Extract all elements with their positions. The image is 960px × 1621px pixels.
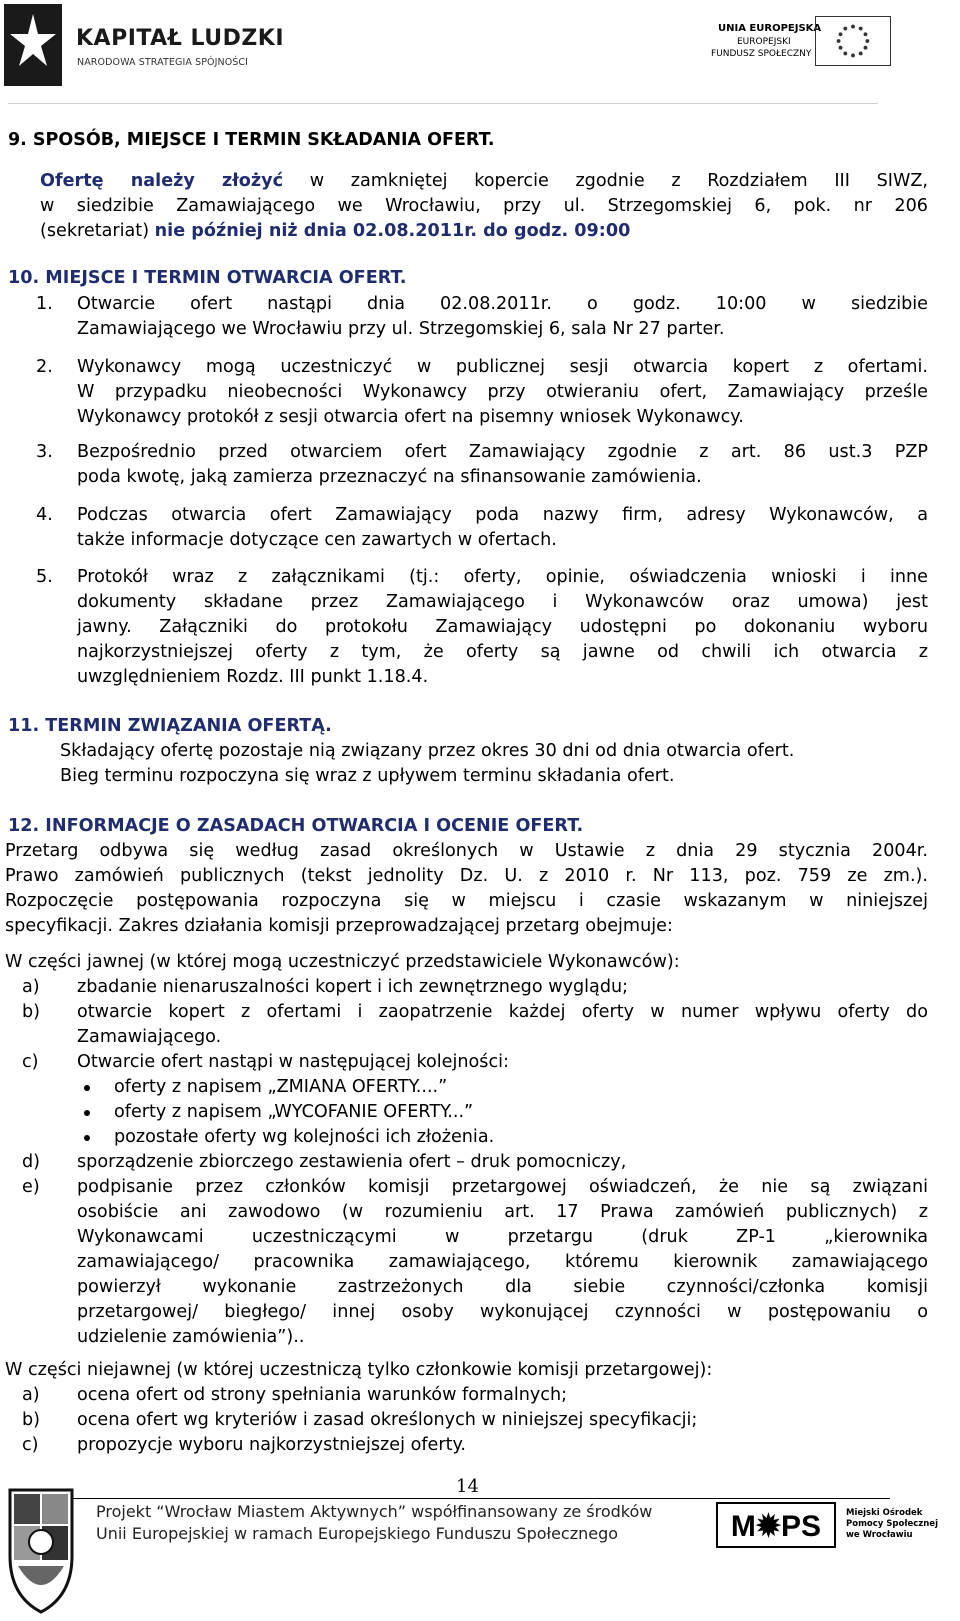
section-9-deadline: nie później niż dnia 02.08.2011r. do godz. 09:00 <box>154 221 631 241</box>
section-10-item-line: Wykonawcy protokół z sesji otwarcia ofert na pisemny wniosek Wykonawcy. <box>77 407 744 427</box>
niejawna-item-letter: c) <box>22 1435 39 1455</box>
kapital-ludzki-subtitle: NARODOWA STRATEGIA SPÓJNOŚCI <box>77 57 249 68</box>
bullet-icon <box>84 1085 90 1091</box>
section-9-heading: 9. SPOSÓB, MIEJSCE I TERMIN SKŁADANIA OFERT. <box>8 130 495 150</box>
eu-logo <box>705 16 895 68</box>
section-12-heading: 12. INFORMACJE O ZASADACH OTWARCIA I OCENIE OFERT. <box>8 816 584 836</box>
section-10-item-line: Wykonawcy mogą uczestniczyć w publicznej sesji otwarcia kopert z ofertami. <box>77 357 928 377</box>
section-9-line-1 <box>40 169 928 194</box>
section-9-line-3-start: (sekretariat) <box>40 221 155 241</box>
jawna-item-line: podpisanie przez członków komisji przetargowej oświadczeń, że nie są związani <box>77 1177 928 1197</box>
section-11-line-1: Składający ofertę pozostaje nią związany przez okres 30 dni od dnia otwarcia ofert. <box>60 741 795 761</box>
footer-divider <box>70 1498 890 1499</box>
mops-name-line-3: we Wrocławiu <box>846 1530 913 1540</box>
jawna-intro: W części jawnej (w której mogą uczestniczyć przedstawiciele Wykonawców): <box>5 952 680 972</box>
svg-text:M✹PS: M✹PS <box>730 1510 822 1543</box>
jawna-item-letter: c) <box>22 1052 39 1072</box>
eu-logo-line2: EUROPEJSKI <box>737 37 791 47</box>
section-12-p1-line-2: Prawo zamówień publicznych (tekst jednolity Dz. U. z 2010 r. Nr 113, poz. 759 ze zm.). <box>5 866 928 886</box>
section-10-item-number: 5. <box>36 567 53 587</box>
section-10-item-line: Bezpośrednio przed otwarciem ofert Zamawiający zgodnie z art. 86 ust.3 PZP <box>77 442 928 462</box>
section-10-item-number: 3. <box>36 442 53 462</box>
jawna-item-line: zamawiającego/ pracownika zamawiającego, któremu kierownik zamawiającego <box>77 1252 928 1272</box>
jawna-item-line: zbadanie nienaruszalności kopert i ich zewnętrznego wyglądu; <box>77 977 629 997</box>
section-10-item-line: poda kwotę, jaką zamierza przeznaczyć na sfinansowanie zamówienia. <box>77 467 702 487</box>
niejawna-item-text: propozycje wyboru najkorzystniejszej oferty. <box>77 1435 467 1455</box>
mops-logo <box>716 1502 836 1548</box>
eu-logo-line1: UNIA EUROPEJSKA <box>718 23 822 34</box>
jawna-item-line: sporządzenie zbiorczego zestawienia ofert – druk pomocniczy, <box>77 1152 627 1172</box>
section-10-item-line: dokumenty składane przez Zamawiającego i Wykonawców oraz umowa) jest <box>77 592 928 612</box>
jawna-item-line: Zamawiającego. <box>77 1027 222 1047</box>
mops-name-line-2: Pomocy Społecznej <box>846 1519 938 1529</box>
kapital-ludzki-title: KAPITAŁ LUDZKI <box>76 26 285 51</box>
mops-name-line-1: Miejski Ośrodek <box>846 1508 923 1518</box>
footer-line-1: Projekt “Wrocław Miastem Aktywnych” współfinansowany ze środków <box>96 1502 653 1521</box>
section-11-line-2: Bieg terminu rozpoczyna się wraz z upływem terminu składania ofert. <box>60 766 675 786</box>
section-10-item-number: 2. <box>36 357 53 377</box>
niejawna-intro: W części niejawnej (w której uczestniczą tylko członkowie komisji przetargowej): <box>5 1360 713 1380</box>
section-9-line-2: w siedzibie Zamawiającego we Wrocławiu, przy ul. Strzegomskiej 6, pok. nr 206 <box>40 196 928 216</box>
niejawna-item-text: ocena ofert wg kryteriów i zasad określonych w niniejszej specyfikacji; <box>77 1410 698 1430</box>
section-10-item-line: W przypadku nieobecności Wykonawcy przy otwieraniu ofert, Zamawiający prześle <box>77 382 928 402</box>
jawna-bullet-item: pozostałe oferty wg kolejności ich złożenia. <box>114 1127 495 1147</box>
section-10-item-line: Zamawiającego we Wrocławiu przy ul. Strzegomskiej 6, sala Nr 27 parter. <box>77 319 725 339</box>
section-11-heading: 11. TERMIN ZWIĄZANIA OFERTĄ. <box>8 716 332 736</box>
section-10-item-line: także informacje dotyczące cen zawartych w ofertach. <box>77 530 557 550</box>
jawna-bullet-item: oferty z napisem „ZMIANA OFERTY....” <box>114 1077 448 1097</box>
section-9-line-1-rest: w zamkniętej kopercie zgodnie z Rozdziałem III SIWZ, <box>283 171 928 191</box>
section-10-item-line: Podczas otwarcia ofert Zamawiający poda nazwy firm, adresy Wykonawców, a <box>77 505 928 525</box>
section-10-item-number: 4. <box>36 505 53 525</box>
jawna-item-line: Wykonawcami uczestniczącymi w przetargu (druk ZP-1 „kierownika <box>77 1227 928 1247</box>
jawna-item-line: Otwarcie ofert nastąpi w następującej kolejności: <box>77 1052 509 1072</box>
section-12-p1-line-3: Rozpoczęcie postępowania rozpoczyna się w miejscu i czasie wskazanym w niniejszej <box>5 891 928 911</box>
section-10-item-number: 1. <box>36 294 53 314</box>
niejawna-item-text: ocena ofert od strony spełniania warunków formalnych; <box>77 1385 568 1405</box>
eu-logo-line3: FUNDUSZ SPOŁECZNY <box>711 49 812 59</box>
bullet-icon <box>84 1135 90 1141</box>
kapital-ludzki-logo <box>4 4 285 86</box>
jawna-item-line: powierzył wykonanie zastrzeżonych dla siebie czynności/członka komisji <box>77 1277 928 1297</box>
header-divider <box>8 103 878 104</box>
jawna-item-letter: b) <box>22 1002 41 1022</box>
section-10-item-line: najkorzystniejszej oferty z tym, że oferty są jawne od chwili ich otwarcia z <box>77 642 928 662</box>
jawna-item-line: przetargowej/ biegłego/ innej osoby wykonującej czynności w postępowaniu o <box>77 1302 928 1322</box>
jawna-item-letter: e) <box>22 1177 40 1197</box>
jawna-item-line: osobiście ani zawodowo (w rozumieniu art. 17 Prawa zamówień publicznych) z <box>77 1202 928 1222</box>
section-10-heading: 10. MIEJSCE I TERMIN OTWARCIA OFERT. <box>8 268 407 288</box>
jawna-item-line: otwarcie kopert z ofertami i zaopatrzenie każdej oferty w numer wpływu oferty do <box>77 1002 928 1022</box>
niejawna-item-letter: a) <box>22 1385 40 1405</box>
section-10-item-line: Otwarcie ofert nastąpi dnia 02.08.2011r. o godz. 10:00 w siedzibie <box>77 294 928 314</box>
section-9-emphasis: Ofertę należy złożyć <box>40 171 284 191</box>
footer-line-2: Unii Europejskiej w ramach Europejskiego Funduszu Społecznego <box>96 1524 619 1543</box>
section-9-line-3 <box>40 219 630 244</box>
jawna-item-letter: a) <box>22 977 40 997</box>
section-12-p1-line-1: Przetarg odbywa się według zasad określonych w Ustawie z dnia 29 stycznia 2004r. <box>5 841 928 861</box>
bullet-icon <box>84 1110 90 1116</box>
section-10-item-line: uwzględnieniem Rozdz. III punkt 1.18.4. <box>77 667 429 687</box>
section-10-item-line: Protokół wraz z załącznikami (tj.: oferty, opinie, oświadczenia wnioski i inne <box>77 567 928 587</box>
kapital-ludzki-star-icon <box>4 4 62 86</box>
wroclaw-crest-icon <box>6 1486 76 1616</box>
jawna-item-letter: d) <box>22 1152 41 1172</box>
page-number: 14 <box>456 1476 479 1497</box>
eu-flag-icon <box>815 16 891 66</box>
jawna-bullet-item: oferty z napisem „WYCOFANIE OFERTY...” <box>114 1102 474 1122</box>
section-12-p1-line-4: specyfikacji. Zakres działania komisji przeprowadzającej przetarg obejmuje: <box>5 916 673 936</box>
mops-name <box>846 1508 938 1541</box>
niejawna-item-letter: b) <box>22 1410 41 1430</box>
section-10-item-line: jawny. Załączniki do protokołu Zamawiający udostępni po dokonaniu wyboru <box>77 617 928 637</box>
jawna-item-line: udzielenie zamówienia”).. <box>77 1327 305 1347</box>
page-header <box>0 0 960 100</box>
